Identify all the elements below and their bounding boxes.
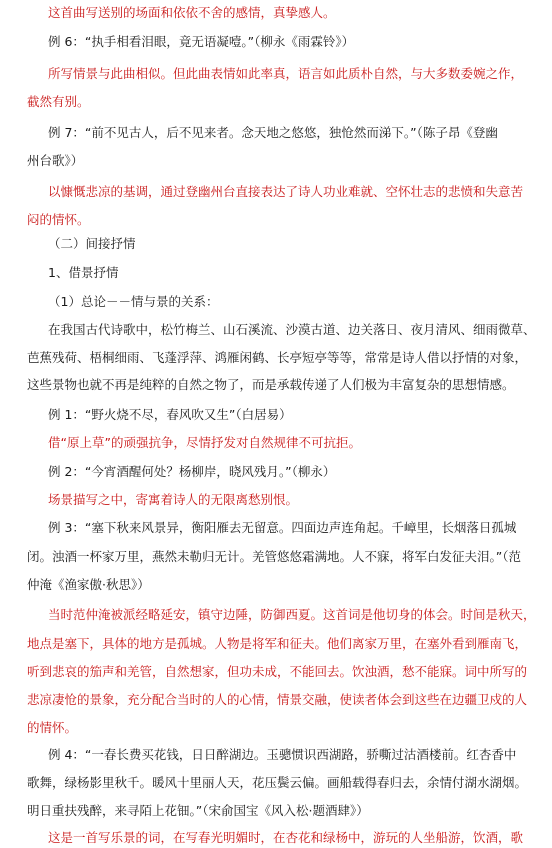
text-line: 仲淹《渔家傲·秋思》） — [27, 577, 150, 592]
text-line: 借“原上草”的顽强抗争，尽情抒发对自然规律不可抗拒。 — [48, 435, 361, 450]
text-line: 所写情景与此曲相似。但此曲表情如此率真，语言如此质朴自然，与大多数委婉之作， — [48, 66, 524, 81]
text-line: 例 7：“前不见古人，后不见来者。念天地之悠悠，独怆然而涕下。”（陈子昂《登幽 — [48, 125, 498, 140]
text-line: 州台歌》） — [27, 153, 84, 168]
subsection-heading: （1）总论－－情与景的关系： — [48, 294, 219, 309]
text-line: 的情怀。 — [27, 720, 78, 735]
text-line: 闭。浊酒一杯家万里，燕然未勒归无计。羌管悠悠霜满地。人不寐，将军白发征夫泪。”（范 — [27, 549, 521, 564]
text-line: 例 4：“一春长费买花钱，日日醉湖边。玉骢惯识西湖路，骄嘶过沽酒楼前。红杏香中 — [48, 747, 517, 762]
text-line: 悲凉凄怆的景象，充分配合当时的人的心情，情景交融，使读者体会到这些在边疆卫戍的人 — [27, 692, 528, 707]
text-line: 在我国古代诗歌中，松竹梅兰、山石溪流、沙漠古道、边关落日、夜月清风、细雨微草、 — [48, 322, 536, 337]
text-line: 当时范仲淹被派经略延安，镇守边陲，防御西夏。这首词是他切身的体会。时间是秋天， — [48, 607, 536, 622]
text-line: 例 2：“今宵酒醒何处？杨柳岸，晓风残月。”（柳永） — [48, 464, 336, 479]
text-line: 例 3：“塞下秋来风景异，衡阳雁去无留意。四面边声连角起。千嶂里，长烟落日孤城 — [48, 520, 517, 535]
text-line: 例 6：“执手相看泪眼，竟无语凝噎。”（柳永《雨霖铃》） — [48, 34, 355, 49]
subsection-heading: 1、借景抒情 — [48, 265, 119, 280]
text-line: 芭蕉残荷、梧桐细雨、飞蓬浮萍、鸿雁闲鹤、长亭短亭等等，常常是诗人借以抒情的对象， — [27, 350, 528, 365]
text-line: 闷的情怀。 — [27, 212, 90, 227]
text-line: 这些景物也就不再是纯粹的自然之物了，而是承载传递了人们极为丰富复杂的思想情感。 — [27, 377, 515, 392]
text-line: 地点是塞下，具体的地方是孤城。人物是将军和征夫。他们离家万里，在塞外看到雁南飞， — [27, 636, 528, 651]
text-line: 场景描写之中，寄寓着诗人的无限离愁别恨。 — [48, 492, 299, 507]
text-line: 这是一首写乐景的词，在写春光明媚时，在杏花和绿杨中，游玩的人坐船游，饮酒，歌 — [48, 830, 524, 845]
text-line: 例 1：“野火烧不尽，春风吹又生”（白居易） — [48, 407, 292, 422]
text-line: 听到悲哀的笳声和羌管，自然想家，但功未成，不能回去。饮浊酒，愁不能寐。词中所写的 — [27, 664, 528, 679]
text-line: 这首曲写送别的场面和依依不舍的感情，真挚感人。 — [48, 5, 336, 20]
section-heading: （二）间接抒情 — [48, 236, 136, 251]
text-line: 歌舞，绿杨影里秋千。暖风十里丽人天，花压鬓云偏。画船载得春归去，余情付湖水湖烟。 — [27, 775, 528, 790]
text-line: 以慷慨悲凉的基调，通过登幽州台直接表达了诗人功业难就、空怀壮志的悲愤和失意苦 — [48, 184, 524, 199]
text-line: 截然有别。 — [27, 94, 90, 109]
text-line: 明日重扶残醉，来寻陌上花钿。”（宋俞国宝《风入松·题酒肆》） — [27, 803, 369, 818]
